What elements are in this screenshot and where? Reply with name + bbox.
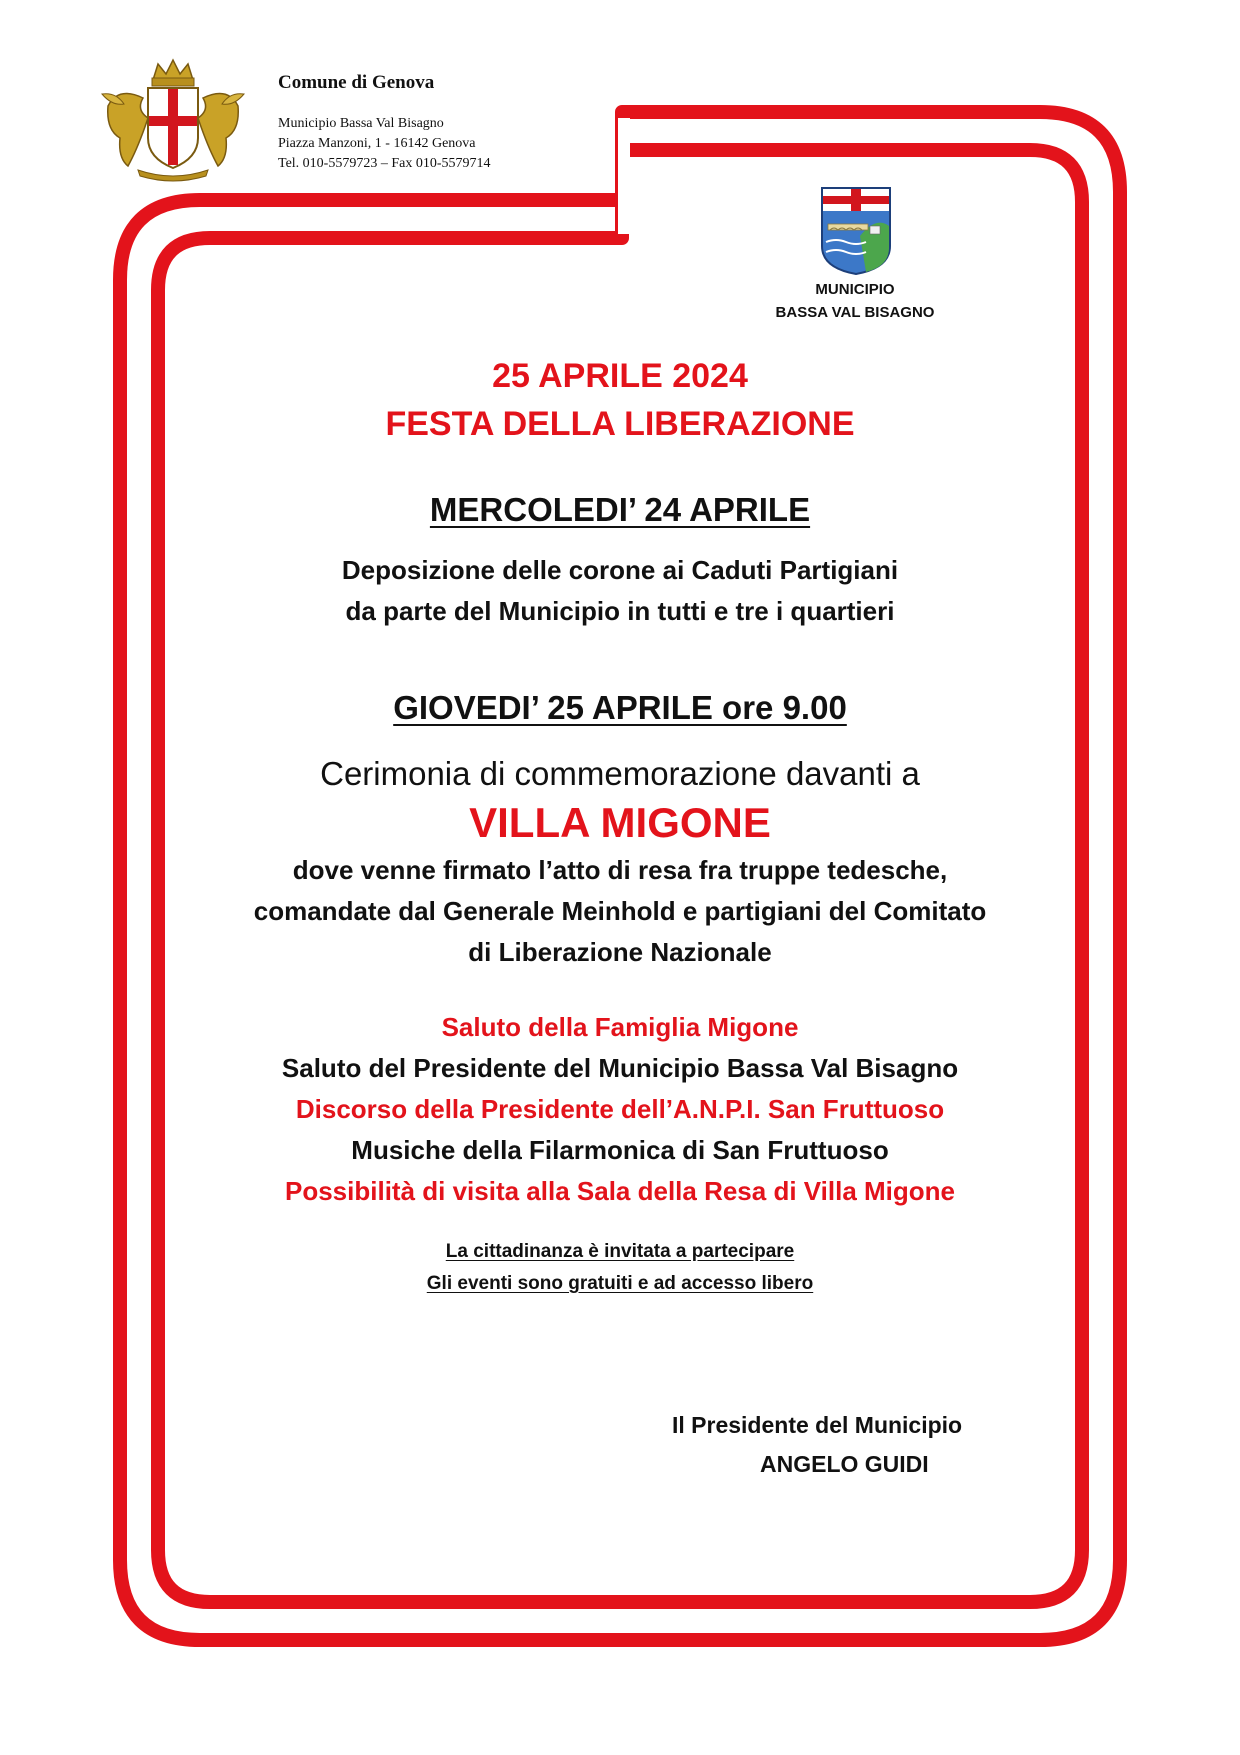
day2-desc1: dove venne firmato l’atto di resa fra truppe tedesche, [292,855,948,885]
day2-intro: Cerimonia di commemorazione davanti a [320,755,920,792]
day2-desc3: di Liberazione Nazionale [468,937,772,967]
day2-desc2: comandate dal Generale Meinhold e partigiani del Comitato [253,896,987,926]
day1-line2: da parte del Municipio in tutti e tre i quartieri [345,596,895,626]
heading-date: 25 APRILE 2024 [492,357,748,395]
signature-block [640,1406,1020,1484]
notice-content [150,352,1090,1300]
letterhead-address: Piazza Manzoni, 1 - 16142 Genova [278,136,476,151]
municipio-label-line1: MUNICIPIO [815,281,895,298]
letterhead [278,72,658,174]
program-item-5: Possibilità di visita alla Sala della Resa di Villa Migone [285,1176,955,1206]
day1-date: MERCOLEDI’ 24 APRILE [429,491,811,528]
day2-date: GIOVEDI’ 25 APRILE ore 9.00 [393,689,847,726]
letterhead-office: Municipio Bassa Val Bisagno [278,116,444,131]
letterhead-phone: Tel. 010-5579723 – Fax 010-5579714 [278,156,491,171]
program-item-4: Musiche della Filarmonica di San Fruttuoso [351,1135,889,1165]
program-item-2: Saluto del Presidente del Municipio Bassa Val Bisagno [281,1053,959,1083]
municipio-label-line2: BASSA VAL BISAGNO [775,304,935,321]
note-invitation: La cittadinanza è invitata a partecipare [445,1241,795,1262]
municipio-logo-label [740,278,970,324]
signature-role: Il Presidente del Municipio [672,1412,963,1438]
heading-event: FESTA DELLA LIBERAZIONE [385,405,855,443]
municipio-shield-icon [820,186,892,276]
program-item-3: Discorso della Presidente dell’A.N.P.I. San Fruttuoso [295,1094,945,1124]
letterhead-title: Comune di Genova [278,72,435,93]
day2-place: VILLA MIGONE [469,799,771,846]
signature-name: ANGELO GUIDI [760,1451,929,1477]
program-item-1: Saluto della Famiglia Migone [441,1012,799,1042]
genova-coat-of-arms-icon [98,58,248,183]
note-free-access: Gli eventi sono gratuiti e ad accesso libero [426,1273,814,1294]
day1-line1: Deposizione delle corone ai Caduti Partigiani [341,555,899,585]
